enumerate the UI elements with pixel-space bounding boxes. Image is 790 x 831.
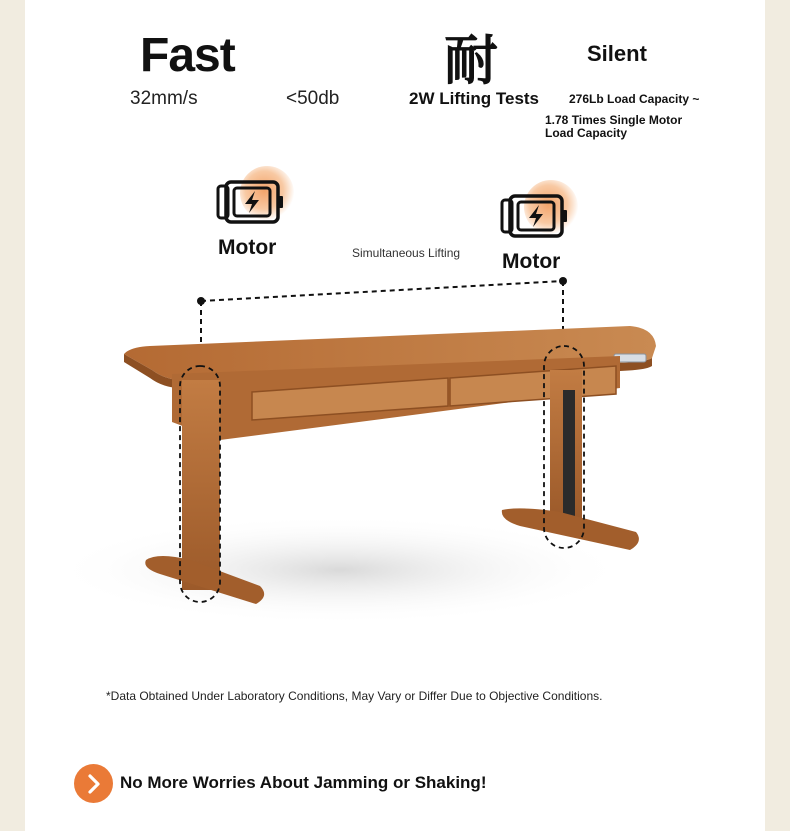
feature-durable-char: 耐 (444, 29, 498, 92)
feature-speed-value: 32mm/s (130, 88, 198, 109)
motor-label-right: Motor (502, 250, 561, 273)
section-heading: No More Worries About Jamming or Shaking! (120, 773, 487, 792)
simultaneous-lifting-label: Simultaneous Lifting (352, 246, 461, 260)
motor-label-left: Motor (218, 236, 277, 259)
battery-charge-icon (498, 180, 578, 244)
feature-lifting-tests: 2W Lifting Tests (409, 89, 540, 108)
chevron-right-icon (74, 764, 113, 803)
battery-charge-icon (214, 166, 294, 230)
disclaimer-text: *Data Obtained Under Laboratory Conditions, May Vary or Differ Due to Objective Conditions. (106, 689, 603, 703)
desk-illustration (40, 270, 680, 630)
feature-load-capacity: 276Lb Load Capacity ~ (569, 92, 700, 106)
feature-noise-value: <50db (286, 88, 340, 109)
feature-fast-title: Fast (140, 29, 235, 82)
feature-motor-load: 1.78 Times Single Motor Load Capacity (545, 113, 683, 140)
feature-silent-title: Silent (587, 41, 647, 66)
